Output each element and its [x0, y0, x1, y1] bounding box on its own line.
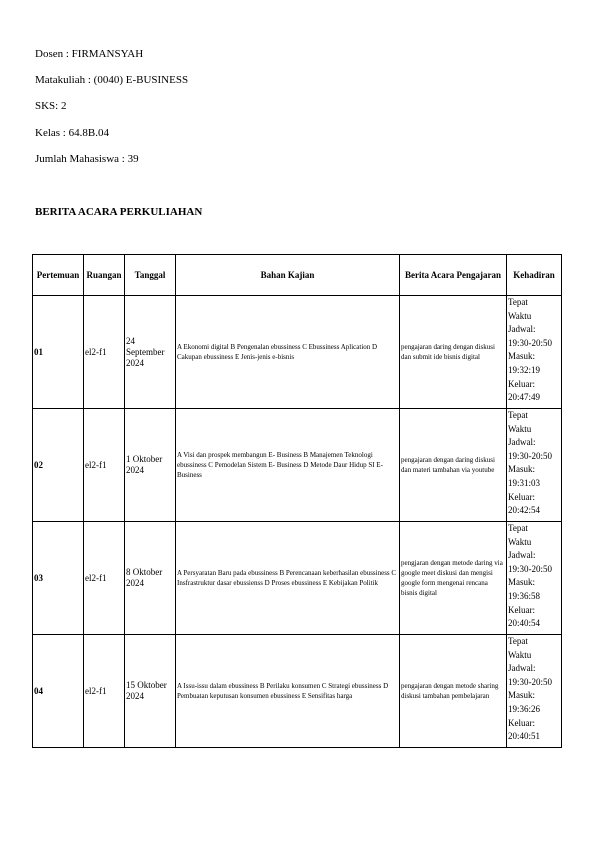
- cell-kehadiran: [507, 522, 562, 635]
- kelas-label: Kelas : 64.8B.04: [35, 127, 109, 139]
- kehadiran-line: Masuk:: [508, 464, 535, 475]
- kehadiran-line: 19:30-20:50: [508, 337, 552, 348]
- cell-berita-acara: pengajaran daring dengan diskusi dan submit ide bisnis digital: [400, 296, 507, 409]
- kehadiran-line: 19:30-20:50: [508, 450, 552, 461]
- cell-bahan-kajian: A Ekonomi digital B Pengenalan ebussiness C Ebussiness Aplication D Cakupan ebussiness E Jenis-jenis e-bisnis: [176, 296, 400, 409]
- kehadiran-line: 19:31:03: [508, 477, 541, 488]
- dosen-label: Dosen : FIRMANSYAH: [35, 48, 144, 60]
- col-pertemuan: Pertemuan: [33, 255, 84, 296]
- table-row: [33, 635, 562, 748]
- kehadiran-line: 19:30-20:50: [508, 563, 552, 574]
- matakuliah-label: Matakuliah : (0040) E-BUSINESS: [35, 74, 189, 86]
- table-row: [33, 409, 562, 522]
- kehadiran-line: Waktu: [508, 310, 532, 321]
- kehadiran-line: 20:40:51: [508, 731, 541, 742]
- kehadiran-line: 20:47:49: [508, 392, 541, 403]
- cell-bahan-kajian: A Visi dan prospek membangun E- Business B Manajemen Teknologi ebussiness C Pemodelan Sistem E- Business D Metode Daur Hidup SI E- Business: [176, 409, 400, 522]
- cell-ruangan: el2-f1: [84, 635, 125, 748]
- cell-berita-acara: pengajaran dengan metode sharing diskusi tambahan pembelajaran: [400, 635, 507, 748]
- table-row: [33, 522, 562, 635]
- kehadiran-line: Tepat: [508, 297, 528, 307]
- page-title: BERITA ACARA PERKULIAHAN: [35, 206, 203, 218]
- cell-pertemuan: 02: [33, 409, 84, 522]
- kehadiran-line: Waktu: [508, 423, 532, 434]
- kehadiran-line: Waktu: [508, 649, 532, 660]
- kehadiran-line: Keluar:: [508, 717, 535, 728]
- kehadiran-line: Keluar:: [508, 604, 535, 615]
- kehadiran-line: 19:32:19: [508, 364, 541, 375]
- sks-label: SKS: 2: [35, 100, 67, 112]
- cell-kehadiran: [507, 296, 562, 409]
- kehadiran-line: Keluar:: [508, 491, 535, 502]
- kehadiran-line: Tepat: [508, 523, 528, 533]
- col-bahan-kajian: Bahan Kajian: [176, 255, 400, 296]
- kehadiran-line: Tepat: [508, 410, 528, 420]
- cell-tanggal: 24 September 2024: [125, 296, 176, 409]
- cell-tanggal: 15 Oktober 2024: [125, 635, 176, 748]
- kehadiran-line: Tepat: [508, 636, 528, 646]
- cell-bahan-kajian: A Persyaratan Baru pada ebussiness B Perencanaan keberhasilan ebussiness C Insfrastruktur dasar ebussienss D Proses ebussiness E Kebijakan Politik: [176, 522, 400, 635]
- table-header-row: [33, 255, 562, 296]
- kehadiran-line: 20:42:54: [508, 505, 541, 516]
- cell-berita-acara: pengjaran dengan metode daring via google meet diskusi dan mengisi google form mengenai rencana bisnis digital: [400, 522, 507, 635]
- kehadiran-line: Jadwal:: [508, 663, 536, 674]
- kehadiran-line: Keluar:: [508, 378, 535, 389]
- cell-pertemuan: 01: [33, 296, 84, 409]
- kehadiran-line: Masuk:: [508, 351, 535, 362]
- kehadiran-line: Jadwal:: [508, 437, 536, 448]
- cell-bahan-kajian: A Issu-issu dalam ebussiness B Perilaku konsumen C Strategi ebussiness D Pembuatan keputusan konsumen ebussiness E Sensifitas harga: [176, 635, 400, 748]
- cell-ruangan: el2-f1: [84, 522, 125, 635]
- cell-kehadiran: [507, 635, 562, 748]
- kehadiran-line: 19:36:26: [508, 703, 541, 714]
- berita-acara-table: [32, 254, 562, 748]
- cell-pertemuan: 04: [33, 635, 84, 748]
- kehadiran-line: 19:30-20:50: [508, 676, 552, 687]
- table-row: [33, 296, 562, 409]
- cell-tanggal: 8 Oktober 2024: [125, 522, 176, 635]
- col-berita-acara: Berita Acara Pengajaran: [400, 255, 507, 296]
- cell-berita-acara: pengajaran dengan daring diskusi dan materi tambahan via youtube: [400, 409, 507, 522]
- cell-tanggal: 1 Oktober 2024: [125, 409, 176, 522]
- jumlah-mahasiswa-label: Jumlah Mahasiswa : 39: [35, 153, 139, 165]
- cell-ruangan: el2-f1: [84, 296, 125, 409]
- cell-pertemuan: 03: [33, 522, 84, 635]
- cell-kehadiran: [507, 409, 562, 522]
- cell-ruangan: el2-f1: [84, 409, 125, 522]
- col-ruangan: Ruangan: [84, 255, 125, 296]
- kehadiran-line: Jadwal:: [508, 550, 536, 561]
- kehadiran-line: Masuk:: [508, 690, 535, 701]
- kehadiran-line: Waktu: [508, 536, 532, 547]
- kehadiran-line: 20:40:54: [508, 618, 541, 629]
- col-tanggal: Tanggal: [125, 255, 176, 296]
- kehadiran-line: Masuk:: [508, 577, 535, 588]
- col-kehadiran: Kehadiran: [507, 255, 562, 296]
- kehadiran-line: 19:36:58: [508, 590, 541, 601]
- kehadiran-line: Jadwal:: [508, 324, 536, 335]
